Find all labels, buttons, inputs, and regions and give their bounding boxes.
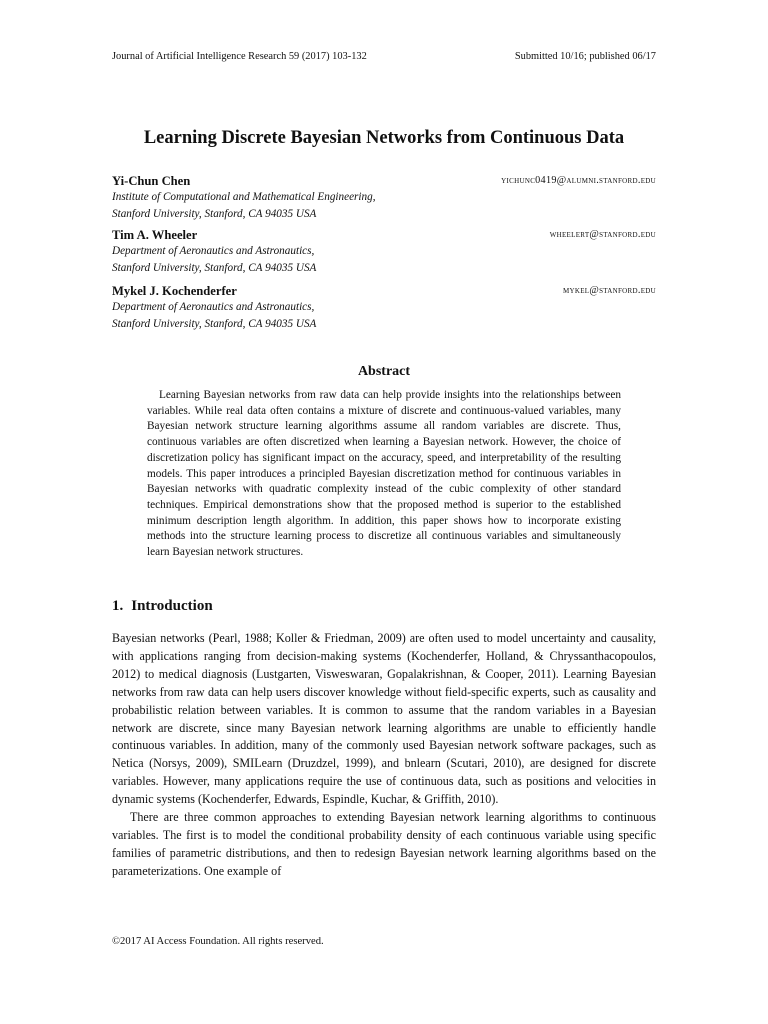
author-name: Tim A. Wheeler	[112, 228, 198, 242]
author-email: wheelert@stanford.edu	[549, 229, 656, 240]
submission-dates: Submitted 10/16; published 06/17	[514, 51, 656, 62]
author-block	[112, 174, 656, 222]
author-affiliation: Stanford University, Stanford, CA 94035 USA	[112, 317, 317, 330]
author-affiliation: Stanford University, Stanford, CA 94035 USA	[112, 207, 317, 220]
body-paragraph: There are three common approaches to extending Bayesian network learning algorithms to continuous variables. The first is to model the conditional probability density of each continuous variable using specific families of parametric distributions, and then to redesign Bayesian network learning algorithms based on the parameterizations. One example of	[112, 810, 656, 878]
author-block	[112, 228, 656, 276]
section-title: Introduction	[131, 598, 213, 614]
body-paragraph: Bayesian networks (Pearl, 1988; Koller & Friedman, 2009) are often used to model uncertainty and causality, with applications ranging from decision-making systems (Kochenderfer, Holland, & Chryssanthacopoulos, 2012) to medical diagnosis (Lustgarten, Visweswaran, Gopalakrishnan, & Cooper, 2011). Learning Bayesian networks from raw data can help users discover knowledge without field-specific experts, such as causality and probabilistic relation between variables. It is common to assume that the random variables in a Bayesian network are discrete, since many Bayesian network learning algorithms are unable to efficiently handle continuous variables. In addition, many of the commonly used Bayesian network software packages, such as Netica (Norsys, 2009), SMILearn (Druzdzel, 1999), and bnlearn (Scutari, 2010), are designed for discrete variables. However, many applications require the use of continuous data, such as positions and velocities in dynamic systems (Kochenderfer, Edwards, Espindle, Kuchar, & Griffith, 2010).	[112, 631, 656, 807]
section-number: 1.	[112, 598, 124, 614]
author-name: Yi-Chun Chen	[112, 174, 191, 188]
author-name: Mykel J. Kochenderfer	[112, 284, 237, 298]
running-header	[112, 51, 656, 62]
paper-title: Learning Discrete Bayesian Networks from Continuous Data	[143, 128, 625, 148]
abstract-text: Learning Bayesian networks from raw data can help provide insights into the relationships between variables. While real data often contains a mixture of discrete and continuous-valued variables, many Bayesian network structure learning algorithms assume all random variables are discrete. Thus, continuous variables are often discretized when learning a Bayesian network. However, the choice of discretization policy has significant impact on the accuracy, speed, and interpretability of the resulting models. This paper introduces a principled Bayesian discretization method for continuous variables in Bayesian networks with quadratic complexity instead of the cubic complexity of other standard techniques. Empirical demonstrations show that the proposed method is superior to the established minimum description length algorithm. In addition, this paper shows how to incorporate existing methods into the structure learning process to discretize all continuous variables and simultaneously learn Bayesian network structures.	[147, 389, 621, 559]
section-body	[112, 630, 656, 881]
author-affiliation: Department of Aeronautics and Astronautics,	[112, 245, 315, 257]
section-heading	[112, 598, 221, 615]
author-affiliation: Stanford University, Stanford, CA 94035 USA	[112, 261, 317, 274]
journal-citation: Journal of Artificial Intelligence Research 59 (2017) 103-132	[112, 51, 367, 62]
author-affiliation: Institute of Computational and Mathematical Engineering,	[112, 191, 376, 203]
author-email: mykel@stanford.edu	[563, 285, 656, 296]
author-block	[112, 284, 656, 332]
author-email: yichunc0419@alumni.stanford.edu	[501, 175, 656, 186]
abstract-heading: Abstract	[357, 364, 411, 379]
copyright-footer: ©2017 AI Access Foundation. All rights reserved.	[112, 936, 324, 947]
author-affiliation: Department of Aeronautics and Astronautics,	[112, 301, 315, 313]
